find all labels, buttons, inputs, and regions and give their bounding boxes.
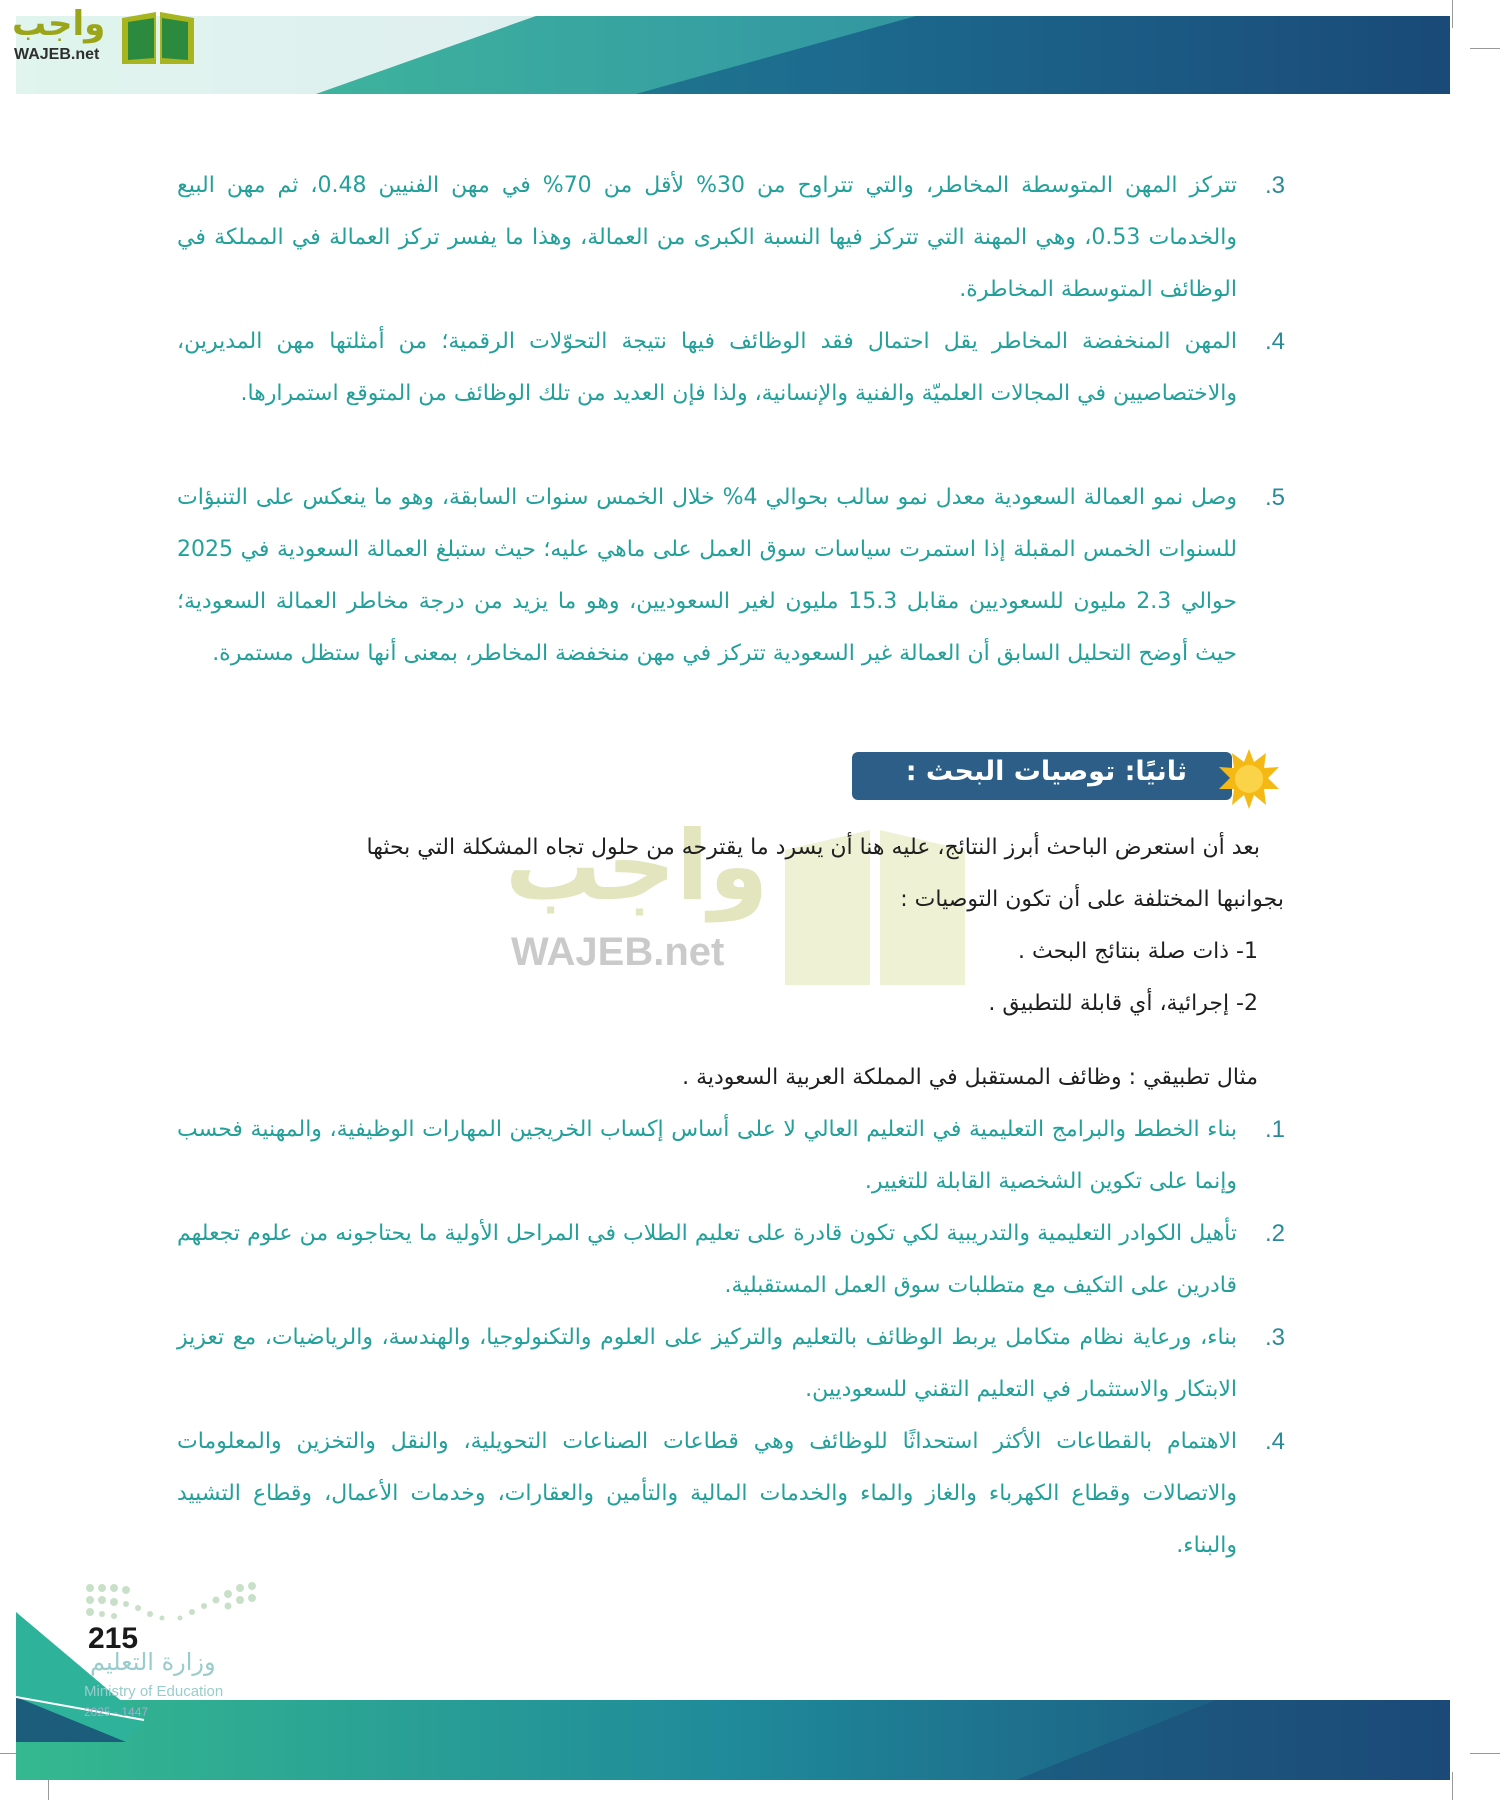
- page-number: 215: [88, 1622, 139, 1655]
- watermark-arabic: واجب: [505, 810, 769, 922]
- list-item: [177, 1104, 1285, 1208]
- item-text: تتركز المهن المتوسطة المخاطر، والتي تتراوح من 30% لأقل من 70% في مهن الفنيين 0.48، ثم مهن البيع والخدمات 0.53، وهي المهنة التي تتركز فيها النسبة الكبرى من العمالة، وهذا ما يفسر تركز العمالة في المملكة في الوظائف المتوسطة المخاطرة.: [177, 173, 1238, 302]
- crop-mark: [1470, 1753, 1500, 1754]
- list-item: [177, 472, 1285, 732]
- criteria-item: 1- ذات صلة بنتائج البحث .: [1018, 939, 1258, 964]
- item-number: 5.: [1264, 484, 1285, 511]
- recommendations-list: [177, 1104, 1285, 1564]
- logo-latin-text: WAJEB.net: [14, 46, 100, 63]
- item-text: بناء، ورعاية نظام متكامل يربط الوظائف بالتعليم والتركيز على العلوم والتكنولوجيا، والهندسة، والرياضيات، مع تعزيز الابتكار والاستثمار في التعليم التقني للسعوديين.: [177, 1325, 1237, 1402]
- section-title: ثانيًا: توصيات البحث :: [905, 756, 1187, 787]
- starburst-icon: [1218, 748, 1280, 810]
- item-number: 4.: [1264, 1428, 1285, 1455]
- ministry-name-arabic: وزارة التعليم: [90, 1648, 216, 1676]
- criteria-item: 2- إجرائية، أي قابلة للتطبيق .: [988, 991, 1258, 1016]
- item-text: الاهتمام بالقطاعات الأكثر استحداثًا للوظائف وهي قطاعات الصناعات التحويلية، والنقل والتخزين والمعلومات والاتصالات وقطاع الكهرباء والغاز والماء والخدمات المالية والتأمين والعقارات، وخدمات الأعمال، وقطاع التشييد والبناء.: [177, 1429, 1237, 1558]
- crop-mark: [1452, 0, 1453, 28]
- crop-mark: [1470, 48, 1500, 49]
- item-number: 2.: [1264, 1220, 1285, 1247]
- crop-mark: [1452, 1772, 1453, 1800]
- item-text: وصل نمو العمالة السعودية معدل نمو سالب بحوالي 4% خلال الخمس سنوات السابقة، وهو ما ينعكس على التنبؤات للسنوات الخمس المقبلة إذا استمرت سياسات سوق العمل على ماهي عليه؛ حيث ستبلغ العمالة السعودية في 2025 حوالي 2.3 مليون للسعوديين مقابل 15.3 مليون لغير السعوديين، وهو ما يزيد من درجة مخاطر العمالة السعودية؛ حيث أوضح التحليل السابق أن العمالة غير السعودية تتركز في مهن منخفضة المخاطر، بمعنى أنها ستظل مستمرة.: [177, 485, 1237, 666]
- item-number: 3.: [1264, 172, 1285, 199]
- ministry-name-english: Ministry of Education: [84, 1683, 224, 1700]
- footer-band: [16, 1700, 1450, 1780]
- list-item: [177, 1312, 1285, 1416]
- logo-arabic-text: واجب: [12, 4, 106, 44]
- watermark-latin: WAJEB.net: [511, 930, 725, 974]
- item-text: تأهيل الكوادر التعليمية والتدريبية لكي تكون قادرة على تعليم الطلاب في المراحل الأولية ما يحتاجونه من علوم تجعلهم قادرين على التكيف مع متطلبات سوق العمل المستقبلية.: [177, 1221, 1237, 1298]
- list-item: [177, 1416, 1285, 1572]
- item-number: 4.: [1264, 328, 1285, 355]
- header-band: [16, 16, 1450, 94]
- list-item: [177, 1208, 1285, 1312]
- item-text: بناء الخطط والبرامج التعليمية في التعليم العالي لا على أساس إكساب الخريجين المهارات الوظيفية، والمهنية فحسب وإنما على تكوين الشخصية القابلة للتغيير.: [177, 1117, 1237, 1194]
- item-text: المهن المنخفضة المخاطر يقل احتمال فقد الوظائف فيها نتيجة التحوّلات الرقمية؛ من أمثلتها مهن المديرين، والاختصاصيين في المجالات العلميّة والفنية والإنسانية، ولذا فإن العديد من تلك الوظائف من المتوقع استمرارها.: [177, 329, 1237, 406]
- item-number: 1.: [1264, 1116, 1285, 1143]
- item-number: 3.: [1264, 1324, 1285, 1351]
- wajeb-logo: [10, 4, 195, 68]
- intro-line-2: بجوانبها المختلفة على أن تكون التوصيات :: [900, 887, 1284, 912]
- intro-line-1: بعد أن استعرض الباحث أبرز النتائج، عليه هنا أن يسرد ما يقترحه من حلول تجاه المشكلة التي بحثها: [366, 835, 1260, 860]
- section-heading: [852, 748, 1277, 806]
- ministry-year: 2025 - 1447: [84, 1705, 149, 1719]
- list-item: [177, 316, 1285, 472]
- findings-list: [177, 160, 1285, 720]
- book-icon: [118, 8, 198, 68]
- list-item: [177, 160, 1285, 316]
- example-title: مثال تطبيقي : وظائف المستقبل في المملكة العربية السعودية .: [682, 1065, 1258, 1090]
